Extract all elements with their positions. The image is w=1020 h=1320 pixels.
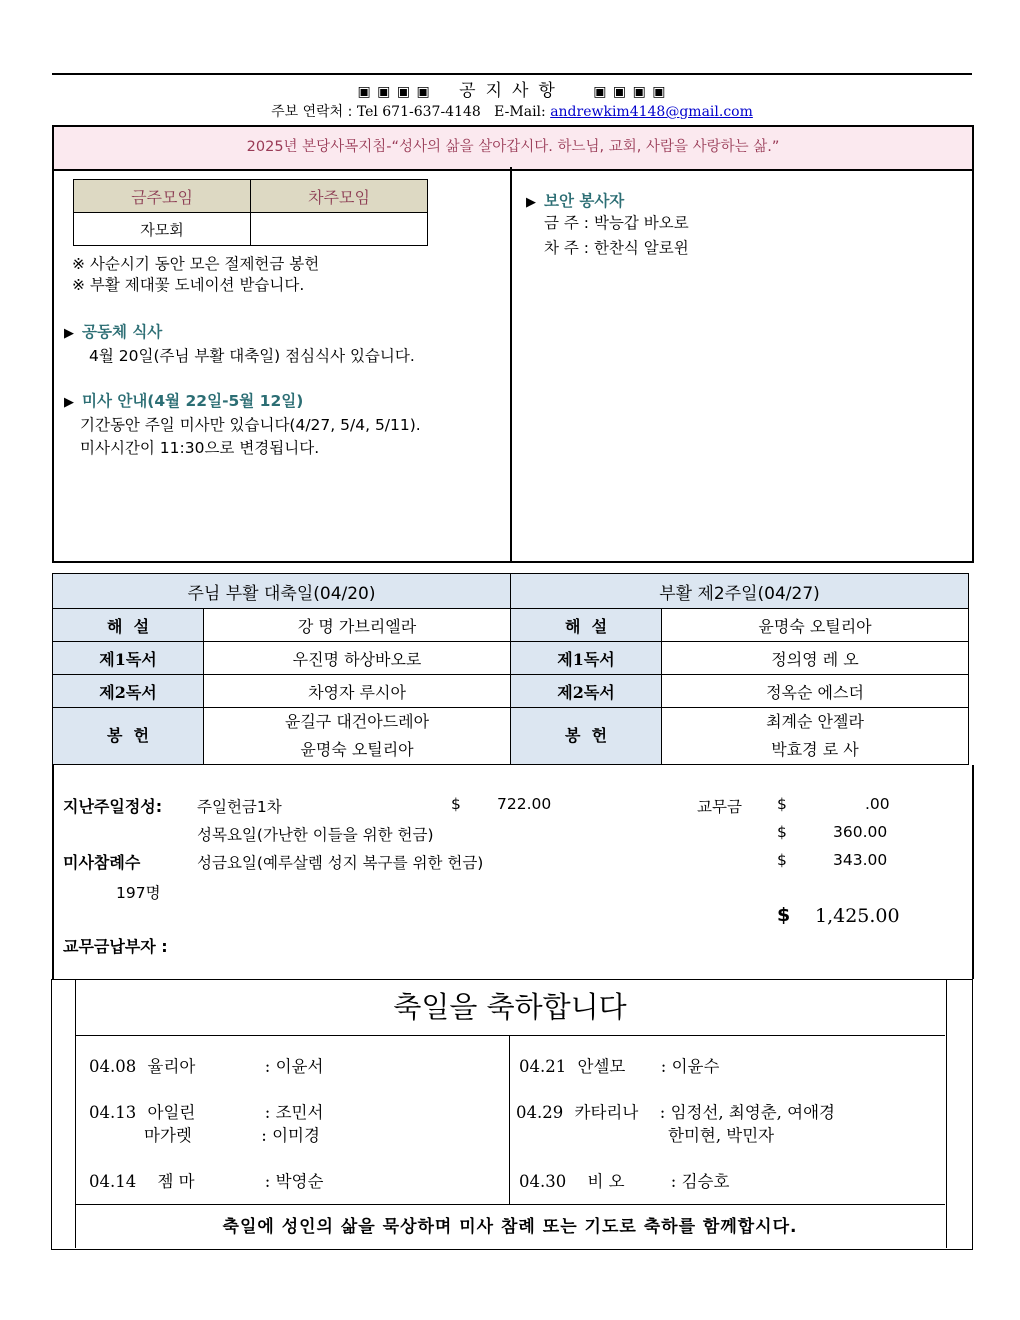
role-offering: 봉 헌 (511, 708, 662, 765)
feast-item-continued: 한미현, 박민자 (668, 1126, 775, 1145)
good-friday-currency: $ (777, 851, 787, 869)
first-offering-label: 주일헌금1차 (197, 798, 282, 816)
play-arrow-icon: ▶ (526, 195, 536, 210)
security-next-week: 차 주 : 한찬식 알로윈 (544, 239, 689, 257)
left-offering-2: 윤명숙 오틸리아 (300, 740, 414, 759)
left-date-header: 주님 부활 대축일(04/20) (53, 574, 511, 609)
total-amount: 1,425.00 (815, 905, 900, 927)
good-friday-label: 성금요일(예루살렘 성지 복구를 위한 헌금) (197, 854, 484, 872)
feast-sep: : (264, 1172, 271, 1191)
feast-names: 조민서 (275, 1103, 324, 1122)
first-offering-amount: 722.00 (497, 795, 552, 813)
feast-item (89, 1053, 323, 1077)
right-reading2: 정옥순 에스더 (662, 675, 969, 708)
right-date-header: 부활 제2주일(04/27) (511, 574, 969, 609)
this-week-meeting-value: 자모회 (74, 213, 251, 246)
feast-sep: : (261, 1126, 267, 1145)
diocese-currency: $ (777, 795, 787, 813)
feast-saint: 아일린 (147, 1103, 196, 1122)
feast-saint: 카타리나 (574, 1103, 639, 1122)
right-offering (662, 708, 969, 765)
feast-item (89, 1168, 323, 1192)
community-meal-text: 4월 20일(주님 부활 대축일) 점심식사 있습니다. (89, 347, 415, 365)
security-this-week: 금 주 : 박능갑 바오로 (544, 214, 689, 232)
good-friday-amount: 343.00 (833, 851, 888, 869)
play-arrow-icon: ▶ (64, 395, 74, 410)
left-offering-1: 윤길구 대건아드레아 (284, 712, 430, 731)
feast-sep: : (264, 1057, 271, 1076)
total-currency: $ (777, 904, 791, 926)
next-week-meeting-header: 차주모임 (251, 180, 428, 213)
note-lent-offering: ※ 사순시기 동안 모은 절제헌금 봉헌 (72, 255, 320, 273)
feast-title: 축일을 축하합니다 (75, 979, 945, 1036)
contact-prefix: 주보 연락처 : (271, 104, 357, 120)
role-reading1: 제1독서 (53, 642, 204, 675)
feast-names: 이윤서 (275, 1057, 324, 1076)
role-commentary: 해 설 (511, 609, 662, 642)
security-title (526, 189, 624, 211)
title-text: 공지사항 (459, 81, 565, 101)
first-offering-currency: $ (451, 795, 461, 813)
feast-date: 04.30 (519, 1172, 567, 1191)
deco-right: ▣ ▣ ▣ ▣ (593, 84, 667, 100)
feast-date: 04.08 (89, 1057, 137, 1076)
diocese-payers-label: 교무금납부자 : (63, 937, 168, 956)
email-link[interactable]: andrewkim4148@gmail.com (550, 104, 753, 120)
feast-saint: 마가렛 (144, 1126, 192, 1145)
play-arrow-icon: ▶ (64, 326, 74, 341)
mass-info-title (64, 389, 303, 411)
deco-left: ▣ ▣ ▣ ▣ (357, 84, 431, 100)
role-commentary: 해 설 (53, 609, 204, 642)
contact-tel: Tel 671-637-4148 (356, 104, 481, 120)
feast-date: 04.13 (89, 1103, 137, 1122)
feast-names: 이윤수 (671, 1057, 720, 1076)
left-offering (204, 708, 511, 765)
feast-saint: 비 오 (587, 1172, 625, 1191)
offerings-label: 지난주일정성: (63, 797, 163, 816)
feast-divider (509, 1036, 510, 1204)
left-reading1: 우진명 하상바오로 (204, 642, 511, 675)
left-reading2: 차영자 루시아 (204, 675, 511, 708)
next-week-meeting-value (251, 213, 428, 246)
role-reading1: 제1독서 (511, 642, 662, 675)
feast-date: 04.21 (519, 1057, 567, 1076)
feast-footer: 축일에 성인의 삶을 묵상하며 미사 참례 또는 기도로 축하를 함께합시다. (75, 1204, 945, 1249)
feast-saint: 안셀모 (577, 1057, 626, 1076)
role-offering: 봉 헌 (53, 708, 204, 765)
left-commentary: 강 명 가브리엘라 (204, 609, 511, 642)
diocese-label: 교무금 (697, 798, 742, 816)
feast-item (516, 1099, 835, 1123)
feast-item (89, 1099, 323, 1123)
feast-date: 04.29 (516, 1103, 564, 1122)
feast-names: 박영순 (275, 1172, 324, 1191)
security-title-text: 보안 봉사자 (544, 192, 625, 210)
right-offering-2: 박효경 로 사 (771, 740, 859, 759)
feast-names: 임정선, 최영춘, 여애경 (670, 1103, 835, 1122)
this-week-meeting-header: 금주모임 (74, 180, 251, 213)
info-divider (510, 167, 512, 563)
feast-item (519, 1168, 729, 1192)
right-offering-1: 최계순 안젤라 (766, 712, 864, 731)
feast-saint: 율리아 (147, 1057, 196, 1076)
community-meal-title-text: 공동체 식사 (82, 323, 163, 341)
right-reading1: 정의영 레 오 (662, 642, 969, 675)
feast-names: 김승호 (681, 1172, 730, 1191)
feast-saint: 젬 마 (157, 1172, 195, 1191)
holy-thursday-amount: 360.00 (833, 823, 888, 841)
duties-table (52, 573, 969, 765)
top-rule (52, 73, 972, 75)
community-meal-title (64, 320, 162, 342)
feast-date: 04.14 (89, 1172, 137, 1191)
feast-item (144, 1122, 320, 1146)
email-label: E-Mail: (494, 104, 551, 120)
motto-banner: 2025년 본당사목지침-“성사의 삶을 살아갑시다. 하느님, 교회, 사람을 사랑하는 삶.” (52, 125, 974, 171)
contact-line (52, 101, 972, 121)
attendance-label: 미사참례수 (63, 853, 141, 872)
mass-info-line2: 미사시간이 11:30으로 변경됩니다. (80, 439, 320, 457)
mass-info-line1: 기간동안 주일 미사만 있습니다(4/27, 5/4, 5/11). (80, 416, 421, 434)
feast-names: 이미경 (272, 1126, 320, 1145)
page-title (52, 76, 972, 101)
holy-thursday-currency: $ (777, 823, 787, 841)
feast-item (519, 1053, 719, 1077)
right-commentary: 윤명숙 오틸리아 (662, 609, 969, 642)
role-reading2: 제2독서 (53, 675, 204, 708)
mass-info-title-text: 미사 안내(4월 22일-5월 12일) (82, 392, 304, 410)
diocese-amount: .00 (865, 795, 890, 813)
attendance-count: 197명 (116, 884, 161, 902)
role-reading2: 제2독서 (511, 675, 662, 708)
holy-thursday-label: 성목요일(가난한 이들을 위한 헌금) (197, 826, 434, 844)
meetings-table (73, 179, 428, 246)
feast-sep: : (659, 1103, 666, 1122)
note-easter-flowers: ※ 부활 제대꽃 도네이션 받습니다. (72, 276, 305, 294)
feast-sep: : (660, 1057, 667, 1076)
feast-sep: : (670, 1172, 677, 1191)
feast-sep: : (264, 1103, 271, 1122)
